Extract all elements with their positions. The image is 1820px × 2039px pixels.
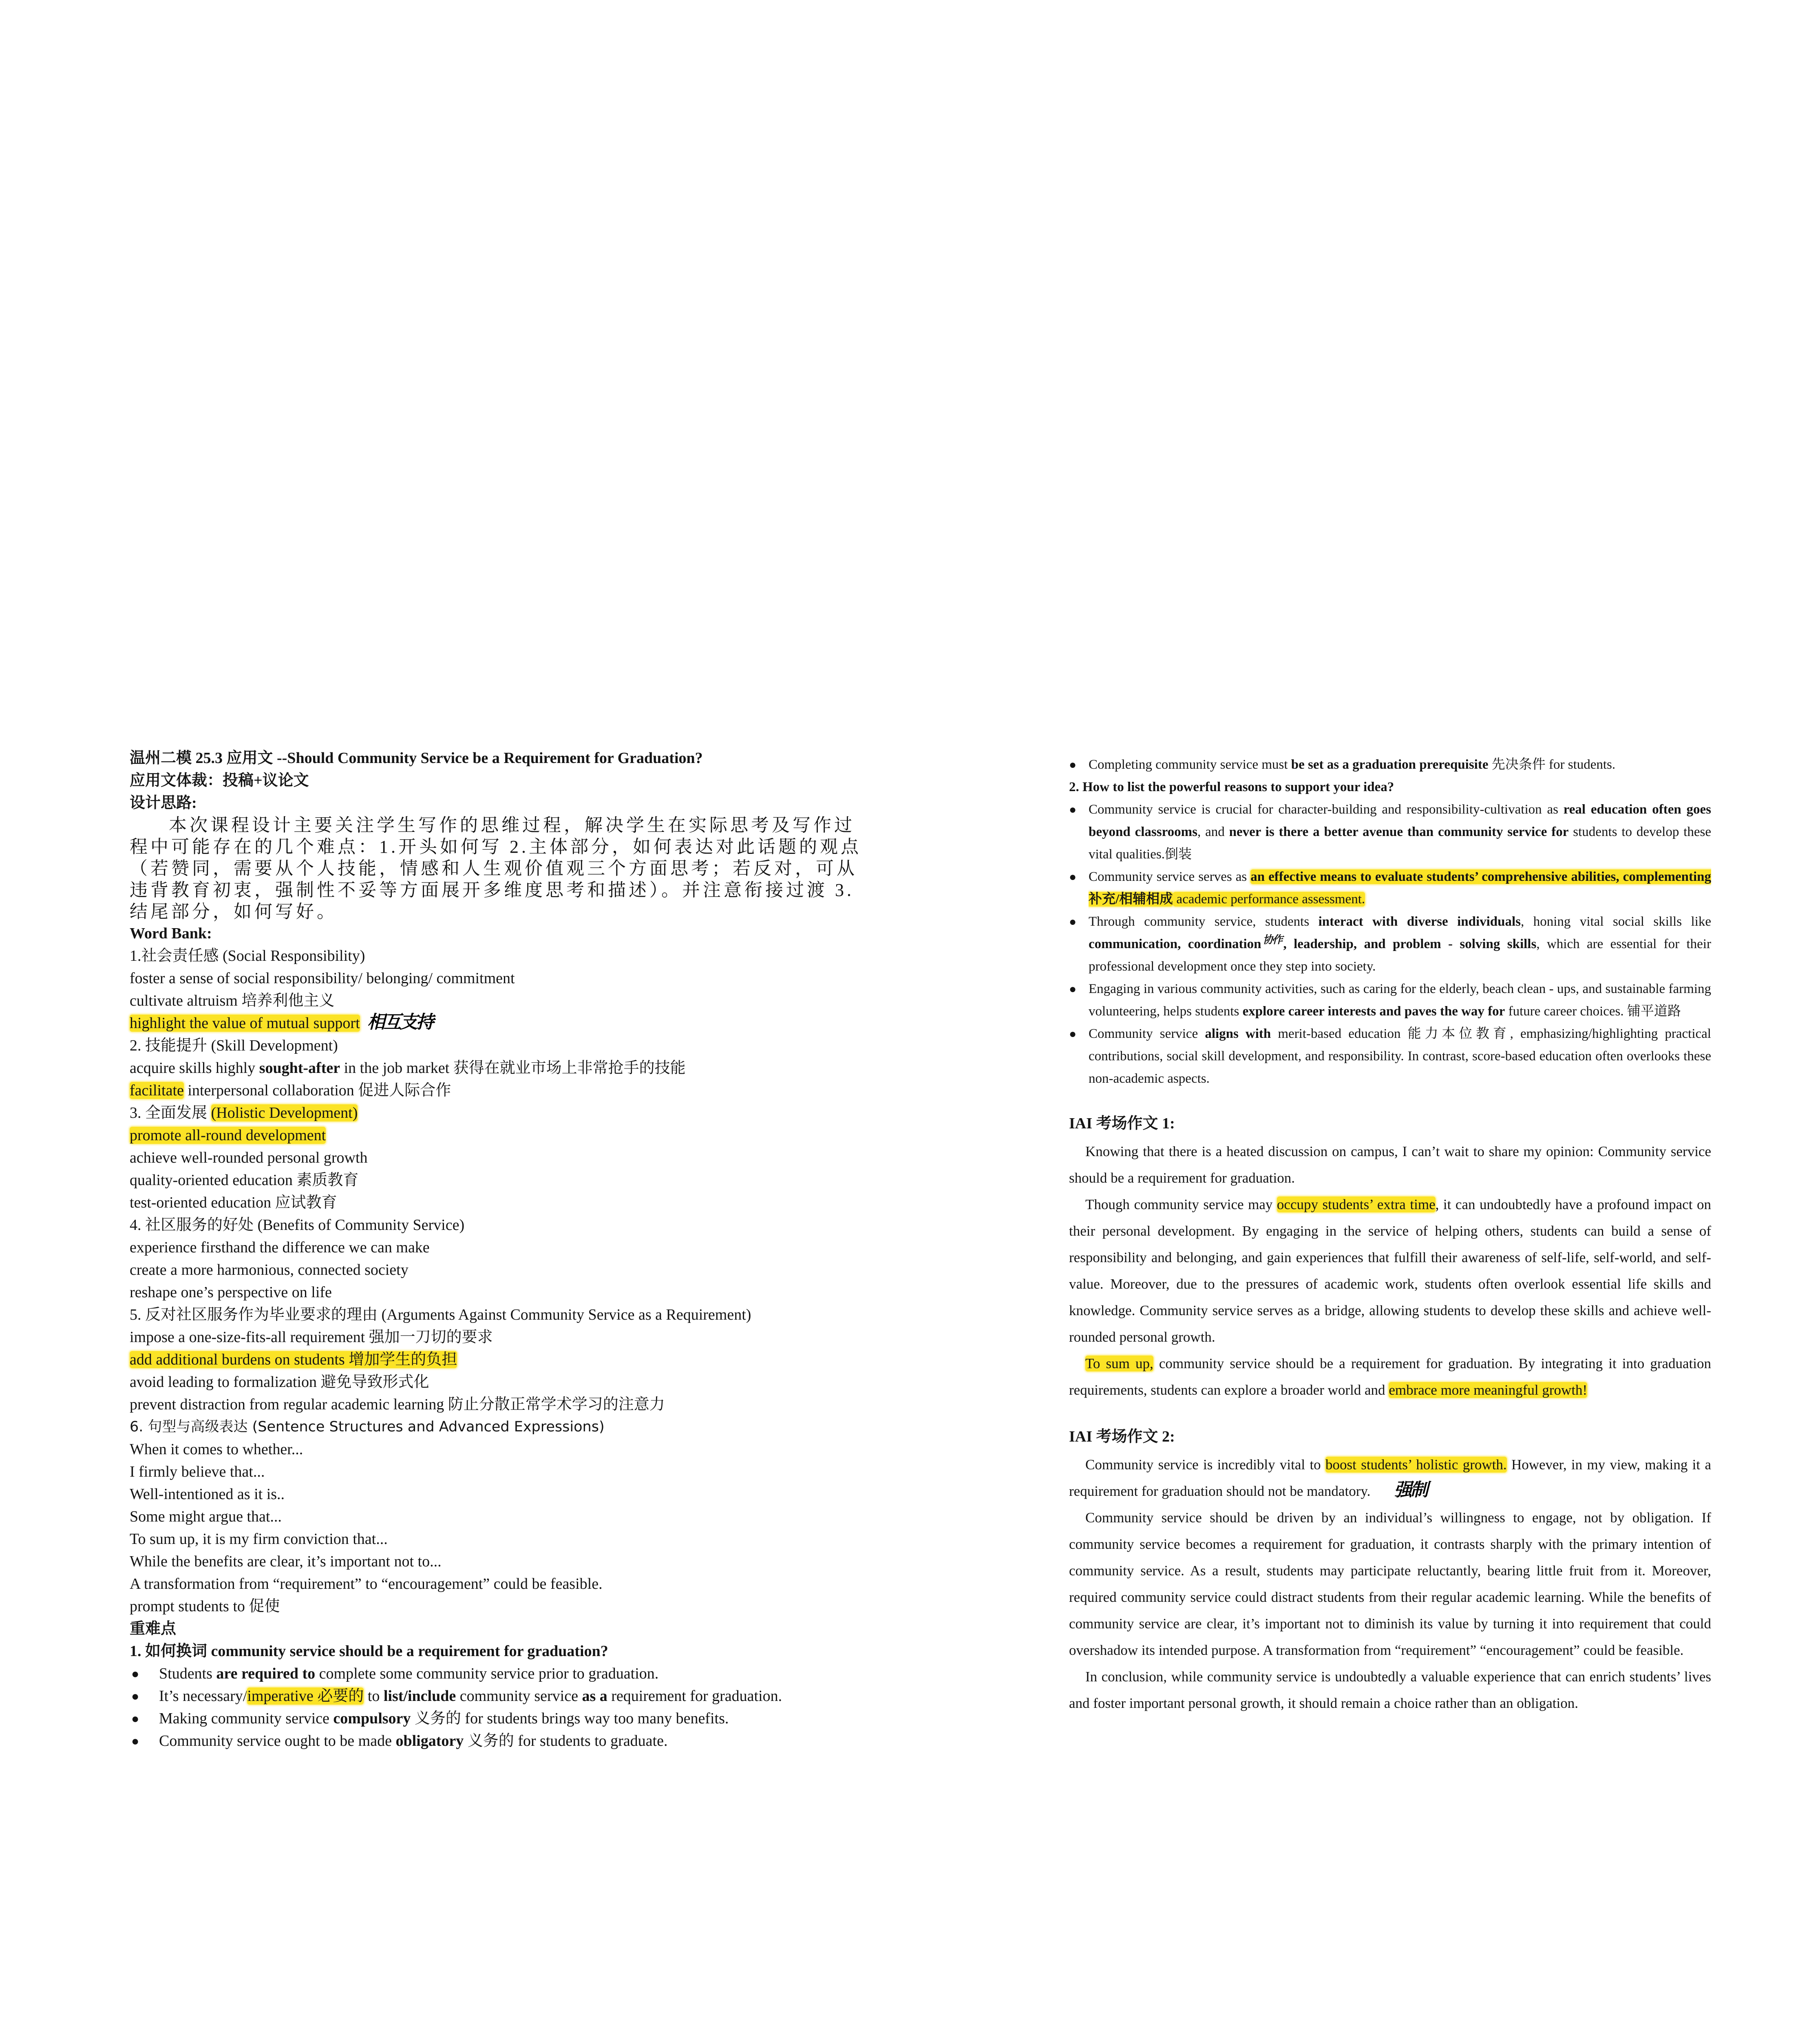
text-segment: , and <box>1197 825 1229 839</box>
text-segment: Students <box>159 1665 216 1682</box>
left-text-line <box>130 1281 864 1304</box>
left-text-line <box>130 1147 864 1169</box>
text-segment: create a more harmonious, connected society <box>130 1261 409 1278</box>
bold-text: compulsory <box>333 1710 411 1727</box>
text-segment: achieve well-rounded personal growth <box>130 1149 368 1166</box>
text-segment: Well-intentioned as it is.. <box>130 1486 285 1503</box>
text-segment: , it can undoubtedly have a profound impact on their personal development. By engaging in the service of helping others, students can build a sense of responsibility and belonging, and gain experiences that fulfill their awareness of self-life, self-world, and self-value. Moreover, due to the pressures of academic work, students often overlook essential life skills and knowledge. Community service serves as a bridge, allowing students to develop these skills and achieve well-rounded personal growth. <box>1069 1196 1711 1345</box>
text-segment: quality-oriented education 素质教育 <box>130 1172 359 1189</box>
left-text-line <box>130 1506 864 1528</box>
text-segment: prompt students to 促使 <box>130 1598 280 1615</box>
left-text-line <box>130 1012 864 1035</box>
left-heading <box>130 770 864 792</box>
bold-text: aligns with <box>1205 1026 1271 1041</box>
left-text-line <box>130 1371 864 1393</box>
left-text-line <box>130 1169 864 1192</box>
left-text-line <box>130 1416 864 1438</box>
right-heading <box>1069 776 1711 798</box>
text-segment: While the benefits are clear, it’s important not to... <box>130 1553 442 1570</box>
text-segment: coordination <box>1188 937 1261 951</box>
left-text-line <box>130 1528 864 1550</box>
text-segment: Making community service <box>159 1710 334 1727</box>
left-text-line <box>130 1192 864 1214</box>
text-segment: Completing community service must <box>1089 757 1291 772</box>
text-segment: 义务的 for students to graduate. <box>464 1732 668 1749</box>
right-page-column <box>1069 754 1711 1716</box>
text-segment: In conclusion, while community service is undoubtedly a valuable experience that can enrich students’ lives and foster important personal growth, it should remain a choice rather than an obligation. <box>1069 1669 1711 1711</box>
left-text-line <box>130 1124 864 1147</box>
text-segment: 投稿+议论文 <box>223 772 309 789</box>
left-text-line <box>130 1102 864 1124</box>
highlighted-text: add additional burdens on students 增加学生的负担 <box>130 1351 457 1368</box>
text-segment: in the job market 获得在就业市场上非常抢手的技能 <box>340 1059 686 1077</box>
text-segment: 4. 社区服务的好处 (Benefits of Community Service) <box>130 1216 465 1234</box>
text-segment: prevent distraction from regular academic learning 防止分散正常学术学习的注意力 <box>130 1396 665 1413</box>
highlighted-text: promote all-round development <box>130 1127 326 1144</box>
handwritten-note: 相互支持 <box>367 1012 433 1033</box>
text-segment: impose a one-size-fits-all requirement 强加一刀切的要求 <box>130 1329 493 1346</box>
left-heading <box>130 1640 864 1663</box>
left-text-line <box>130 1438 864 1461</box>
text-segment: Community service serves as <box>1089 869 1251 884</box>
text-segment: Through community service, students <box>1089 914 1319 929</box>
text-segment: 5. 反对社区服务作为毕业要求的理由 (Arguments Against Community Service as a Requirement) <box>130 1306 751 1323</box>
handwritten-note: 强制 <box>1394 1479 1427 1500</box>
right-bullet-item <box>1069 978 1711 1023</box>
highlighted-text: (Holistic Development) <box>211 1104 358 1121</box>
left-bullet-item <box>130 1730 864 1752</box>
right-essay-paragraph <box>1069 1663 1711 1716</box>
text-segment: 温州二模 25.3 应用文 --Should Community Service be a Requirement for Graduation? <box>130 750 703 767</box>
bold-text: never is there a better avenue than community service for <box>1229 825 1569 839</box>
text-segment: 3. 全面发展 <box>130 1104 211 1121</box>
text-segment: Community service <box>1089 1026 1205 1041</box>
left-bullet-item <box>130 1663 864 1685</box>
right-bullet-item <box>1069 1023 1711 1090</box>
text-segment: Knowing that there is a heated discussion on campus, I can’t wait to share my opinion: Community service should be a requirement for graduation. <box>1069 1143 1711 1186</box>
left-text-line <box>130 945 864 967</box>
right-bullet-item <box>1069 911 1711 978</box>
right-essay-paragraph <box>1069 1350 1711 1403</box>
highlighted-text: To sum up, <box>1085 1356 1153 1371</box>
text-segment: Some might argue that... <box>130 1508 282 1525</box>
left-text-line <box>130 990 864 1012</box>
left-text-line <box>130 1079 864 1102</box>
text-segment: IAI 考场作文 2: <box>1069 1428 1175 1445</box>
right-bullet-item <box>1069 798 1711 866</box>
highlighted-text: occupy students’ extra time <box>1277 1196 1436 1212</box>
right-essay-paragraph <box>1069 1504 1711 1663</box>
text-segment: , which are essential for their professional development once they step into society. <box>1089 937 1711 974</box>
left-text-line <box>130 1461 864 1483</box>
right-essay-paragraph <box>1069 1138 1711 1191</box>
text-segment: 应用文体裁： <box>130 772 223 789</box>
text-segment: reshape one’s perspective on life <box>130 1284 332 1301</box>
text-segment: test-oriented education 应试教育 <box>130 1194 337 1211</box>
highlighted-text: highlight the value of mutual support <box>130 1015 360 1032</box>
left-text-line <box>130 1349 864 1371</box>
text-segment: It’s necessary/ <box>159 1687 247 1705</box>
text-segment: merit-based education 能力本位教育, emphasizing/highlighting practical contributions, social skill development, and responsibility. In contrast, score-based education often overlooks these non-academic aspects. <box>1089 1026 1711 1086</box>
text-segment: requirement for graduation. <box>607 1687 782 1705</box>
highlighted-text: academic performance assessment. <box>1173 892 1365 907</box>
text-segment: 先决条件 for students. <box>1488 757 1616 772</box>
left-text-line <box>130 1573 864 1595</box>
text-segment: experience firsthand the difference we can make <box>130 1239 430 1256</box>
left-text-line <box>130 1214 864 1236</box>
left-bullet-item <box>130 1685 864 1707</box>
text-segment: Community service is crucial for character-building and responsibility-cultivation as <box>1089 802 1564 817</box>
left-bullet-item <box>130 1707 864 1730</box>
right-bullet-item <box>1069 866 1711 911</box>
text-segment: 1. 如何换词 community service should be a requirement for graduation? <box>130 1643 608 1660</box>
bold-text <box>1188 934 1283 951</box>
left-heading <box>130 792 864 814</box>
text-segment: cultivate altruism 培养利他主义 <box>130 992 335 1009</box>
text-segment: Word Bank: <box>130 925 212 942</box>
left-text-line <box>130 1550 864 1573</box>
highlighted-text: boost students’ holistic growth. <box>1325 1457 1507 1473</box>
left-text-line <box>130 1326 864 1349</box>
left-text-line <box>130 1595 864 1618</box>
text-segment: 本次课程设计主要关注学生写作的思维过程，解决学生在实际思考及写作过程中可能存在的几个难点：1.开头如何写 2.主体部分，如何表达对此话题的观点（若赞同，需要从个人技能，情感和人生观价值观三个方面思考；若反对，可从违背教育初衷，强制性不妥等方面展开多维度思考和描述）。并注意衔接过渡 3.结尾部分，如何写好。 <box>130 815 861 922</box>
text-segment: 2. How to list the powerful reasons to support your idea? <box>1069 780 1394 794</box>
highlighted-text: facilitate <box>130 1082 184 1099</box>
highlighted-text: imperative 必要的 <box>247 1687 364 1705</box>
text-segment: 重难点 <box>130 1620 177 1637</box>
text-segment: 2. 技能提升 (Skill Development) <box>130 1037 338 1054</box>
highlighted-text: an effective means to evaluate students’ comprehensive abilities, complementing 补充/相辅相成 <box>1089 869 1711 907</box>
bold-text: sought-after <box>259 1059 340 1077</box>
bold-text: real education often goes beyond classrooms <box>1089 802 1711 839</box>
text-segment: 义务的 for students brings way too many benefits. <box>411 1710 729 1727</box>
left-design-paragraph <box>130 814 864 922</box>
text-segment: To sum up, it is my firm conviction that... <box>130 1530 388 1548</box>
left-text-line <box>130 1057 864 1079</box>
text-segment: 1.社会责任感 (Social Responsibility) <box>130 947 365 964</box>
right-essay-paragraph <box>1069 1191 1711 1350</box>
text-segment: future career choices. 铺平道路 <box>1505 1004 1681 1019</box>
text-segment: foster a sense of social responsibility/ belonging/ commitment <box>130 970 515 987</box>
text-segment: avoid leading to formalization 避免导致形式化 <box>130 1373 429 1391</box>
text-segment: 设计思路: <box>130 794 197 812</box>
bold-text: obligatory <box>395 1732 464 1749</box>
left-heading <box>130 1618 864 1640</box>
bold-text: as a <box>582 1687 607 1705</box>
left-text-line <box>130 1483 864 1506</box>
left-heading <box>130 922 864 945</box>
bold-text: be set as a graduation prerequisite <box>1291 757 1489 772</box>
right-bullet-item <box>1069 754 1711 776</box>
text-segment: IAI 考场作文 1: <box>1069 1115 1175 1132</box>
text-segment: Community service should be driven by an individual’s willingness to engage, not by obligation. If community service becomes a requirement for graduation, it contrasts sharply with the primary intention of community service. As a result, students may participate reluctantly, bearing little fruit from it. Moreover, required community service could distract students from their regular academic learning. While the benefits of community service are clear, it’s important not to diminish its value by turning it into requirement that could overshadow its intended purpose. A transformation from “requirement” “encouragement” could be feasible. <box>1069 1510 1711 1658</box>
bold-text: explore career interests and paves the way for <box>1242 1004 1505 1019</box>
text-segment: Though community service may <box>1085 1196 1277 1212</box>
left-text-line <box>130 1304 864 1326</box>
text-segment: community service <box>456 1687 582 1705</box>
handwritten-note: 协作 <box>1263 934 1282 946</box>
left-page-column <box>130 747 864 1752</box>
text-segment: , honing vital social skills like <box>1521 914 1711 929</box>
text-segment: When it comes to whether... <box>130 1441 303 1458</box>
left-heading <box>130 747 864 770</box>
text-segment: students to develop these vital qualities.倒装 <box>1089 825 1711 862</box>
left-text-line <box>130 1259 864 1281</box>
bold-text: , leadership, and problem - solving skills <box>1283 937 1537 951</box>
text-segment: 6. 句型与高级表达 (Sentence Structures and Advanced Expressions) <box>130 1419 605 1435</box>
text-segment: acquire skills highly <box>130 1059 259 1077</box>
bold-text: interact with diverse individuals <box>1318 914 1521 929</box>
right-heading <box>1069 1111 1711 1136</box>
bold-text: list/include <box>383 1687 456 1705</box>
left-text-line <box>130 1035 864 1057</box>
text-segment: complete some community service prior to graduation. <box>315 1665 659 1682</box>
text-segment: to <box>364 1687 384 1705</box>
text-segment: However, in my view, making it a requirement for graduation should not be mandatory. <box>1069 1457 1711 1499</box>
text-segment: Engaging in various community activities, such as caring for the elderly, beach clean - ups, and sustainable farming volunteering, helps students <box>1089 982 1711 1019</box>
text-segment: community service should be a requirement for graduation. By integrating it into graduation requirements, students can explore a broader world and <box>1069 1356 1712 1398</box>
left-text-line <box>130 967 864 990</box>
right-heading <box>1069 1424 1711 1449</box>
highlighted-text: embrace more meaningful growth! <box>1389 1382 1588 1398</box>
text-segment: interpersonal collaboration 促进人际合作 <box>183 1082 451 1099</box>
text-segment: Community service is incredibly vital to <box>1085 1457 1326 1473</box>
right-essay-paragraph <box>1069 1451 1711 1504</box>
bold-text: communication, <box>1089 937 1188 951</box>
text-segment: I firmly believe that... <box>130 1463 265 1480</box>
bold-text: are required to <box>216 1665 316 1682</box>
left-text-line <box>130 1236 864 1259</box>
text-segment: Community service ought to be made <box>159 1732 396 1749</box>
text-segment: A transformation from “requirement” to “encouragement” could be feasible. <box>130 1575 603 1592</box>
left-text-line <box>130 1393 864 1416</box>
